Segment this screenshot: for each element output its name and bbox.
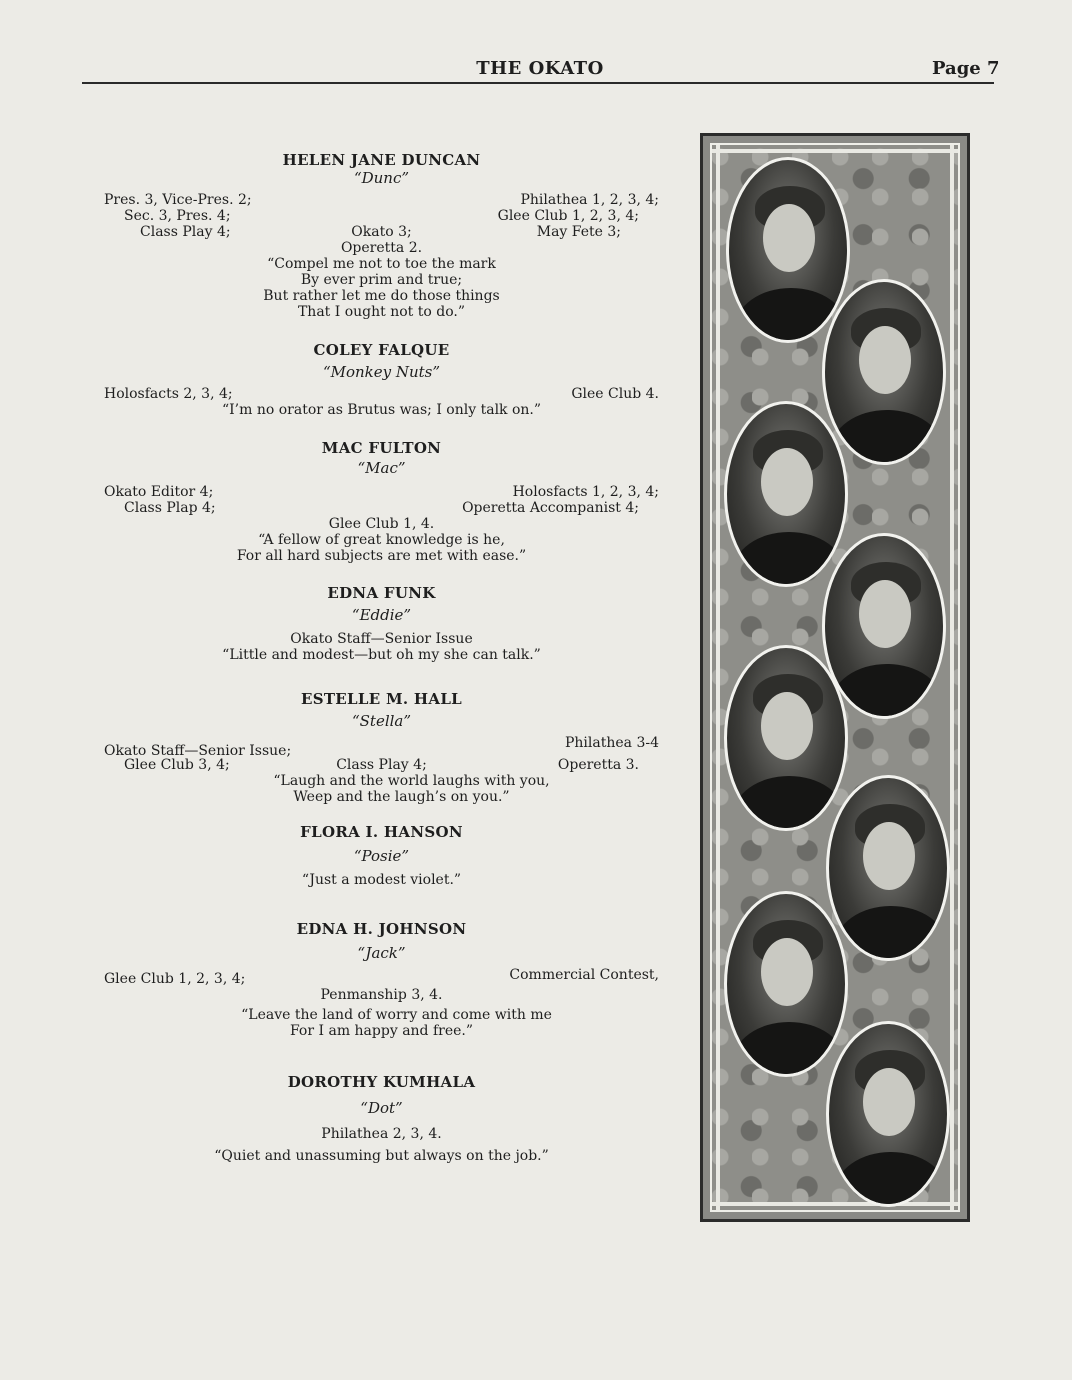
student-name: EDNA H. JOHNSON bbox=[296, 920, 467, 938]
activity: Penmanship 3, 4. bbox=[320, 987, 443, 1003]
portrait-photo bbox=[726, 157, 850, 343]
portrait-photo bbox=[826, 775, 950, 961]
entry-johnson bbox=[104, 921, 659, 1039]
quote-line: “Just a modest violet.” bbox=[301, 872, 462, 888]
quote-line: “Compel me not to toe the mark bbox=[267, 256, 496, 272]
portrait-photo bbox=[822, 533, 946, 719]
entry-fulton bbox=[104, 440, 659, 564]
quote-line: For all hard subjects are met with ease.” bbox=[236, 548, 527, 564]
quote-line: “I’m no orator as Brutus was; I only talk on.” bbox=[221, 402, 542, 418]
activity: Okato Staff—Senior Issue; bbox=[104, 743, 292, 759]
activity: Philathea 1, 2, 3, 4; bbox=[520, 192, 659, 208]
activity: Okato Staff—Senior Issue bbox=[290, 631, 473, 647]
portrait-photo bbox=[826, 1021, 950, 1207]
activity: Glee Club 1, 2, 3, 4; bbox=[104, 971, 246, 987]
nickname: “Stella” bbox=[351, 712, 412, 730]
activity: Sec. 3, Pres. 4; bbox=[124, 208, 231, 224]
activity: Philathea 2, 3, 4. bbox=[321, 1126, 442, 1142]
quote-line: “Little and modest—but oh my she can talk.” bbox=[222, 647, 541, 663]
activity: Operetta 3. bbox=[557, 757, 639, 773]
activity: Class Plap 4; bbox=[124, 500, 216, 516]
quote-line: For I am happy and free.” bbox=[289, 1023, 474, 1039]
quote-line: “Leave the land of worry and come with me bbox=[241, 1007, 552, 1023]
quote-line: “Quiet and unassuming but always on the job.” bbox=[214, 1148, 549, 1164]
activity: Holosfacts 2, 3, 4; bbox=[104, 386, 233, 402]
entry-hanson bbox=[104, 824, 659, 888]
nickname: “Dunc” bbox=[353, 169, 410, 187]
portrait-panel bbox=[700, 133, 970, 1222]
entry-kumhala bbox=[104, 1074, 659, 1164]
nickname: “Posie” bbox=[353, 847, 410, 865]
entry-duncan bbox=[104, 152, 659, 320]
student-name: ESTELLE M. HALL bbox=[300, 690, 463, 708]
quote-line: Weep and the laugh’s on you.” bbox=[293, 789, 510, 805]
student-name: DOROTHY KUMHALA bbox=[287, 1073, 476, 1091]
nickname: “Jack” bbox=[357, 944, 406, 962]
portrait-photo bbox=[822, 279, 946, 465]
entry-hall bbox=[104, 691, 659, 805]
activity: Operetta 2. bbox=[340, 240, 423, 256]
portrait-photo bbox=[724, 891, 848, 1077]
activity: Glee Club 1, 2, 3, 4; bbox=[497, 208, 639, 224]
quote-line: “A fellow of great knowledge is he, bbox=[258, 532, 505, 548]
activity: Okato Editor 4; bbox=[104, 484, 214, 500]
activity: Glee Club 3, 4; bbox=[124, 757, 230, 773]
portrait-photo bbox=[724, 401, 848, 587]
activity: Class Play 4; bbox=[336, 757, 427, 773]
activity: Class Play 4; bbox=[140, 224, 231, 240]
nickname: “Monkey Nuts” bbox=[322, 363, 441, 381]
quote-line: By ever prim and true; bbox=[300, 272, 463, 288]
nickname: “Mac” bbox=[357, 459, 406, 477]
quote-line: But rather let me do those things bbox=[263, 288, 500, 304]
activity: Operetta Accompanist 4; bbox=[462, 500, 639, 516]
nickname: “Dot” bbox=[360, 1099, 403, 1117]
activity: Commercial Contest, bbox=[509, 967, 659, 983]
activity: Holosfacts 1, 2, 3, 4; bbox=[512, 484, 659, 500]
student-name: COLEY FALQUE bbox=[313, 341, 450, 359]
activity: Glee Club 1, 4. bbox=[328, 516, 435, 532]
activity: May Fete 3; bbox=[536, 224, 621, 240]
student-name: EDNA FUNK bbox=[327, 584, 436, 602]
entry-falque bbox=[104, 342, 659, 418]
entry-funk bbox=[104, 585, 659, 663]
page-number: Page 7 bbox=[932, 58, 1000, 79]
student-name: FLORA I. HANSON bbox=[300, 823, 463, 841]
activity: Philathea 3-4 bbox=[564, 735, 659, 751]
student-name: MAC FULTON bbox=[321, 439, 442, 457]
header-rule bbox=[82, 82, 994, 84]
student-name: HELEN JANE DUNCAN bbox=[282, 151, 481, 169]
newspaper-title: THE OKATO bbox=[476, 58, 604, 79]
activity: Glee Club 4. bbox=[571, 386, 659, 402]
nickname: “Eddie” bbox=[351, 606, 412, 624]
quote-line: That I ought not to do.” bbox=[297, 304, 466, 320]
activity: Pres. 3, Vice-Pres. 2; bbox=[104, 192, 252, 208]
activity: Okato 3; bbox=[351, 224, 412, 240]
portrait-photo bbox=[724, 645, 848, 831]
floral-background bbox=[710, 143, 960, 1212]
quote-line: “Laugh and the world laughs with you, bbox=[273, 773, 550, 789]
